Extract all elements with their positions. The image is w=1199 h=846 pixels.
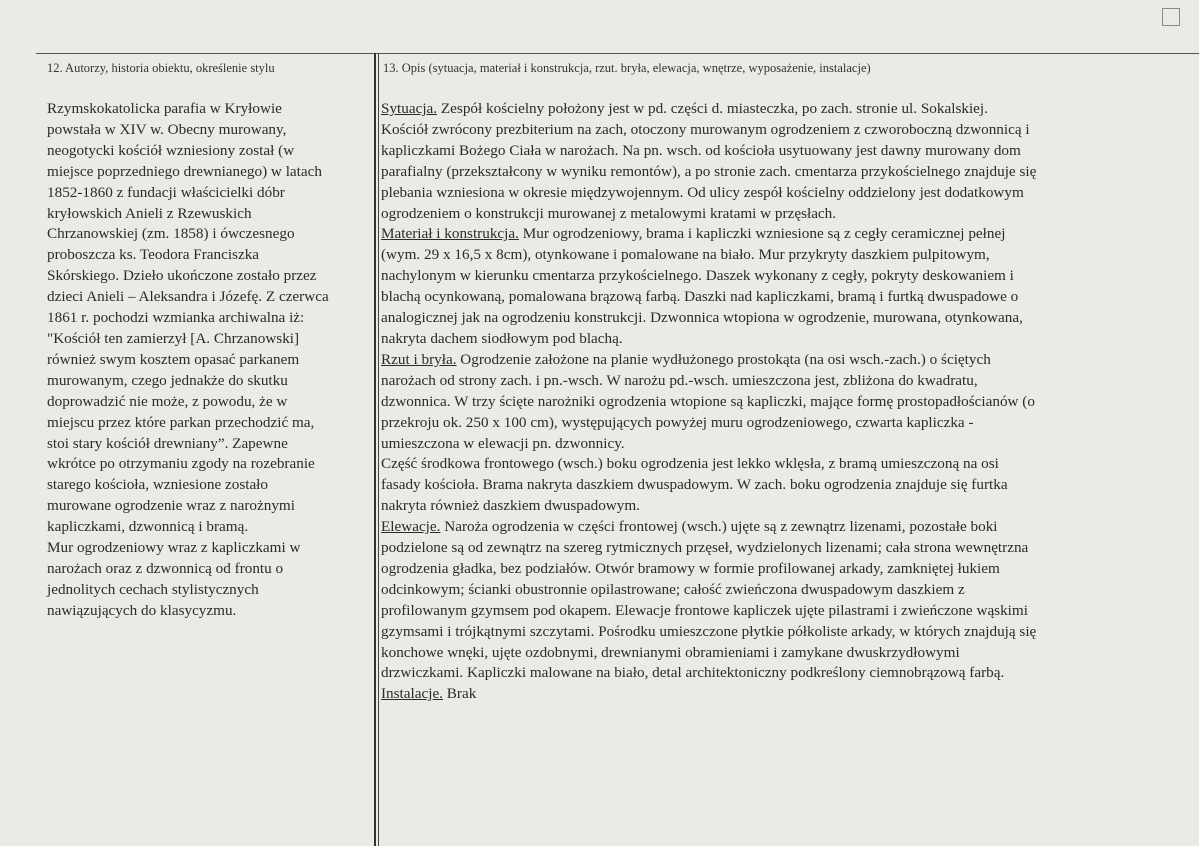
description-line-text: blachą ocynkowaną, pomalowana brązową farbą. Daszki nad kapliczkami, bramą i furtką dwuspadowe o [381, 288, 1019, 306]
column-divider [374, 53, 376, 846]
description-line-text: analogicznej jak na ogrodzeniu konstrukcji. Dzwonnica wtopiona w ogrodzenie, murowana, otynkowana, [381, 309, 1023, 327]
description-line-text: parafialny (przekształcony w wyniku remontów), a po stronie zach. cmentarza przykościelnego znajduje się [381, 162, 1037, 180]
description-line [381, 120, 1123, 141]
history-line: neogotycki kościół wzniesiony został (w [47, 141, 295, 159]
table-top-rule [36, 53, 1199, 54]
description-line-text: Naroża ogrodzenia w części frontowej (wsch.) ujęte są z zewnątrz lizenami, pozostałe boki [440, 518, 998, 536]
description-line [381, 454, 1123, 475]
description-line [381, 183, 1123, 204]
description-line-text: ogrodzenia gładka, bez podziałów. Otwór bramowy w formie profilowanej arkady, zamkniętej łukiem [381, 559, 1000, 577]
description-line [381, 622, 1123, 643]
description-line-text: odcinkowym; ścianki obustronnie opilastrowane; całość zwieńczona dwuspadowym daszkiem z [381, 580, 965, 598]
description-line-text: plebania wzniesiona w okresie międzywojennym. Od ulicy zespół kościelny oddzielony jest dodatkowym [381, 183, 1024, 201]
description-line-text: Ogrodzenie założone na planie wydłużonego prostokąta (na osi wsch.-zach.) o ściętych [456, 350, 991, 368]
description-line-text: dzwonnica. W trzy ścięte narożniki ogrodzenia wtopione są kapliczki, mające formę prostopadłościanów (o [381, 392, 1035, 410]
history-text [47, 99, 365, 622]
description-line [381, 601, 1123, 622]
history-line: Chrzanowskiej (zm. 1858) i ówczesnego [47, 225, 295, 243]
description-line [381, 308, 1123, 329]
description-line [381, 643, 1123, 664]
description-line-text: przekroju ok. 250 x 100 cm), występujących powyżej muru ogrodzeniowego, czwarta kapliczka - [381, 413, 974, 431]
description-line [381, 413, 1123, 434]
description-line [381, 517, 1123, 538]
history-line: kryłowskich Anieli z Rzewuskich [47, 204, 252, 222]
description-line [381, 224, 1123, 245]
description-line [381, 475, 1123, 496]
description-line [381, 559, 1123, 580]
description-line-text: Zespół kościelny położony jest w pd. części d. miasteczka, po zach. stronie ul. Sokalskiej. [437, 100, 988, 117]
description-line [381, 329, 1123, 350]
description-line-text: Kościół zwrócony prezbiterium na zach, otoczony murowanym ogrodzeniem z czworoboczną dzwonnicą i [381, 120, 1030, 138]
history-line: miejscu przez które parkan przechodzić ma, [47, 413, 315, 431]
description-text [381, 99, 1123, 705]
history-line: miejsce poprzedniego drewnianego) w latach [47, 162, 322, 180]
description-line-text: umieszczona w elewacji pn. dzwonnicy. [381, 434, 625, 452]
description-line-text: gzymsami i trójkątnymi szczytami. Pośrodku umieszczone płytkie półkoliste arkady, w których znajdują się [381, 622, 1037, 640]
description-line-text: podzielone są od zewnątrz na szereg rytmicznych przęseł, wydzielonych lizenami; cała strona wewnętrzna [381, 539, 1029, 557]
description-line-text: Brak [442, 685, 477, 703]
section-label: Elewacje. [381, 518, 441, 536]
description-line [381, 538, 1123, 559]
description-line-text: kapliczkami Bożego Ciała w narożach. Na pn. wsch. od kościoła usytuowany jest dawny murowany dom [381, 141, 1021, 159]
description-line-text: nachylonym w kierunku cmentarza przykościelnego. Daszek wykonany z cegły, pokryty deskowaniem i [381, 267, 1014, 285]
history-line: Rzymskokatolicka parafia w Kryłowie [47, 100, 282, 117]
section-label: Materiał i konstrukcja. [381, 225, 519, 243]
history-line: kapliczkami, dzwonnicą i bramą. [47, 518, 249, 536]
history-line: dzieci Anieli – Aleksandra i Józefę. Z czerwca [47, 288, 329, 306]
history-line: murowane ogrodzenie wraz z narożnymi [47, 497, 295, 515]
history-line: proboszcza ks. Teodora Franciszka [47, 246, 260, 264]
column-divider-inner [378, 53, 379, 846]
description-line-text: fasady kościoła. Brama nakryta daszkiem dwuspadowym. W zach. boku ogrodzenia znajduje się furtka [381, 476, 1008, 494]
description-line-text: nakryta również daszkiem dwuspadowym. [381, 497, 640, 515]
description-line [381, 204, 1123, 225]
description-line-text: Mur ogrodzeniowy, brama i kapliczki wzniesione są z cegły ceramicznej pełnej [518, 225, 1006, 243]
history-line: starego kościoła, wzniesione zostało [47, 476, 268, 494]
history-line: Mur ogrodzeniowy wraz z kapliczkami w [47, 539, 301, 557]
section-label: Rzut i bryła. [381, 350, 457, 368]
description-line [381, 392, 1123, 413]
description-line [381, 434, 1123, 455]
history-line: jednolitych cechach stylistycznych [47, 580, 259, 598]
description-line [381, 266, 1123, 287]
description-line [381, 162, 1123, 183]
history-line: "Kościół ten zamierzył [A. Chrzanowski] [47, 329, 300, 347]
description-line [381, 245, 1123, 266]
corner-registration-mark [1162, 8, 1180, 26]
description-line-text: narożach od strony zach. i pn.-wsch. W narożu pd.-wsch. umieszczona jest, zbliżona do kwadratu, [381, 371, 978, 389]
description-line-text: profilowanym gzymsem pod okapem. Elewacje frontowe kapliczek ujęte pilastrami i zwieńczone wąskimi [381, 601, 1028, 619]
history-line: Skórskiego. Dzieło ukończone zostało przez [47, 267, 317, 285]
description-line [381, 99, 1123, 120]
history-line: doprowadzić nie może, z powodu, że w [47, 392, 288, 410]
history-line: stoi stary kościół drewniany”. Zapewne [47, 434, 288, 452]
description-line [381, 684, 1123, 705]
description-line [381, 496, 1123, 517]
description-line [381, 287, 1123, 308]
description-line-text: nakryta dachem siodłowym pod blachą. [381, 329, 623, 347]
history-line: również swym kosztem opasać parkanem [47, 350, 300, 368]
description-line [381, 141, 1123, 162]
description-line [381, 350, 1123, 371]
history-line: nawiązujących do klasycyzmu. [47, 601, 237, 619]
history-line: 1852-1860 z fundacji właścicielki dóbr [47, 183, 285, 201]
section-label: Sytuacja. [381, 100, 438, 117]
description-line-text: ogrodzeniem o konstrukcji murowanej z metalowymi kratami w przęsłach. [381, 204, 837, 222]
history-line: narożach oraz z dzwonnicą od frontu o [47, 559, 284, 577]
description-line-text: (wym. 29 x 16,5 x 8cm), otynkowane i pomalowane na biało. Mur przykryty daszkiem pulpitowym, [381, 246, 990, 264]
history-line: 1861 r. pochodzi wzmianka archiwalna iż: [47, 309, 305, 327]
section-13-heading: 13. Opis (sytuacja, materiał i konstrukcja, rzut. bryła, elewacja, wnętrze, wyposażenie, instalacje) [383, 61, 871, 75]
section-label: Instalacje. [381, 685, 443, 703]
description-line-text: drzwiczkami. Kapliczki malowane na biało, detal architektoniczny podkreślony ciemnobrązową farbą. [381, 664, 1005, 682]
section-12-heading: 12. Autorzy, historia obiektu, określenie stylu [47, 61, 275, 75]
description-line-text: Część środkowa frontowego (wsch.) boku ogrodzenia jest lekko wklęsła, z bramą umieszczoną na osi [381, 455, 999, 473]
description-line [381, 663, 1123, 684]
history-line: wkrótce po otrzymaniu zgody na rozebranie [47, 455, 315, 473]
description-line-text: konchowe wnęki, ujęte ozdobnymi, drewnianymi obramieniami i zamykane dwuskrzydłowymi [381, 643, 960, 661]
description-line [381, 580, 1123, 601]
description-line [381, 371, 1123, 392]
history-line: murowanym, czego jednakże do skutku [47, 371, 288, 389]
history-line: powstała w XIV w. Obecny murowany, [47, 120, 287, 138]
